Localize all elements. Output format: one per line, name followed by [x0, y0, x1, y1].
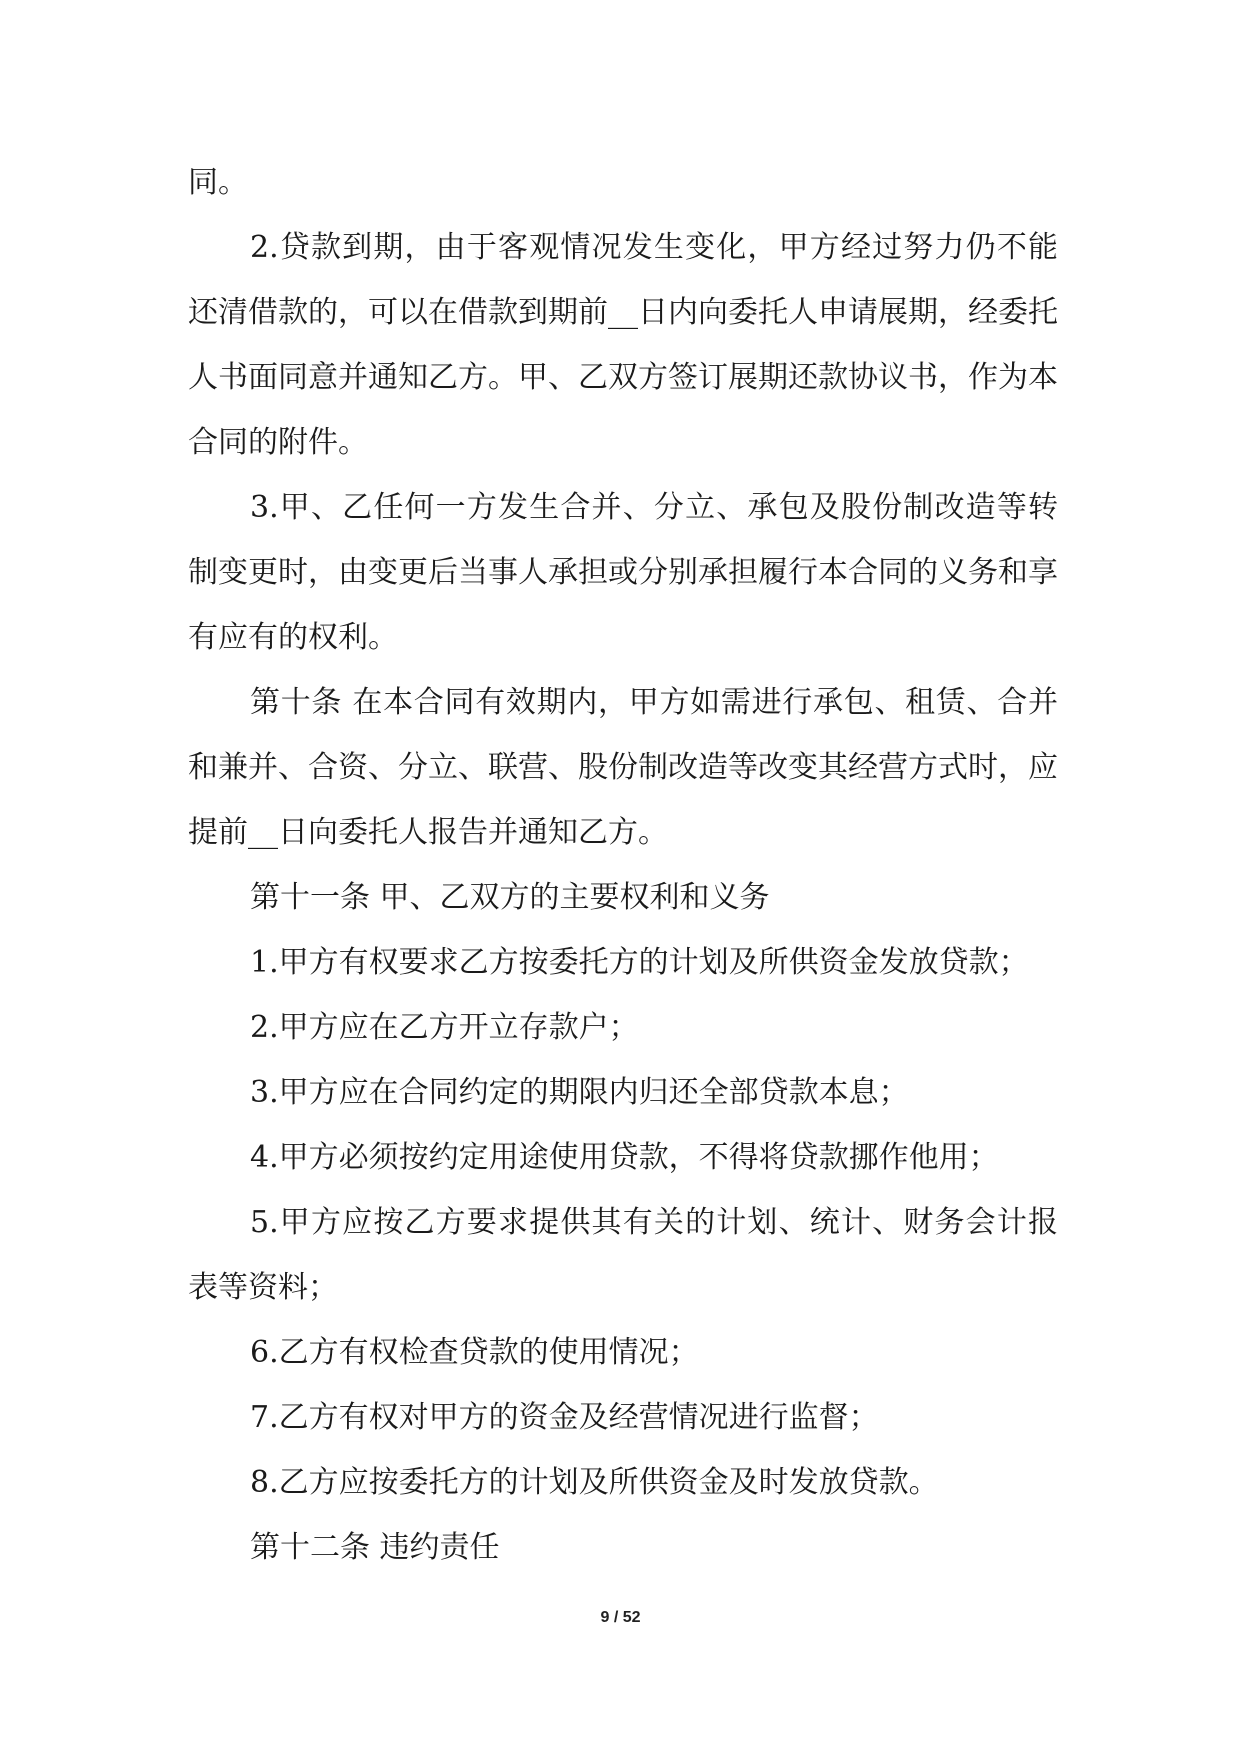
paragraph: 同。 — [188, 165, 248, 200]
document-body — [188, 150, 1058, 1580]
list-item: 6.乙方有权检查贷款的使用情况； — [250, 1335, 699, 1370]
section-heading: 第十一条 甲、乙双方的主要权利和义务 — [250, 880, 770, 915]
list-item: 5.甲方应按乙方要求提供其有关的计划、统计、财务会计报表等资料； — [188, 1205, 1058, 1305]
list-item: 8.乙方应按委托方的计划及所供资金及时发放贷款。 — [250, 1465, 939, 1500]
list-item: 1.甲方有权要求乙方按委托方的计划及所供资金发放贷款； — [250, 945, 1029, 980]
section-heading: 第十二条 违约责任 — [250, 1530, 500, 1565]
list-item: 4.甲方必须按约定用途使用贷款，不得将贷款挪作他用； — [250, 1140, 999, 1175]
list-item: 3.甲方应在合同约定的期限内归还全部贷款本息； — [250, 1075, 909, 1110]
list-item: 7.乙方有权对甲方的资金及经营情况进行监督； — [250, 1400, 879, 1435]
paragraph: 第十条 在本合同有效期内，甲方如需进行承包、租赁、合并和兼并、合资、分立、联营、股份制改造等改变其经营方式时，应提前__日向委托人报告并通知乙方。 — [188, 685, 1058, 850]
list-item: 2.甲方应在乙方开立存款户； — [250, 1010, 639, 1045]
page-number: 9 / 52 — [600, 1609, 641, 1626]
paragraph: 3.甲、乙任何一方发生合并、分立、承包及股份制改造等转制变更时，由变更后当事人承担或分别承担履行本合同的义务和享有应有的权利。 — [188, 490, 1058, 655]
paragraph: 2.贷款到期，由于客观情况发生变化，甲方经过努力仍不能还清借款的，可以在借款到期前__日内向委托人申请展期，经委托人书面同意并通知乙方。甲、乙双方签订展期还款协议书，作为本合同的附件。 — [188, 230, 1058, 460]
